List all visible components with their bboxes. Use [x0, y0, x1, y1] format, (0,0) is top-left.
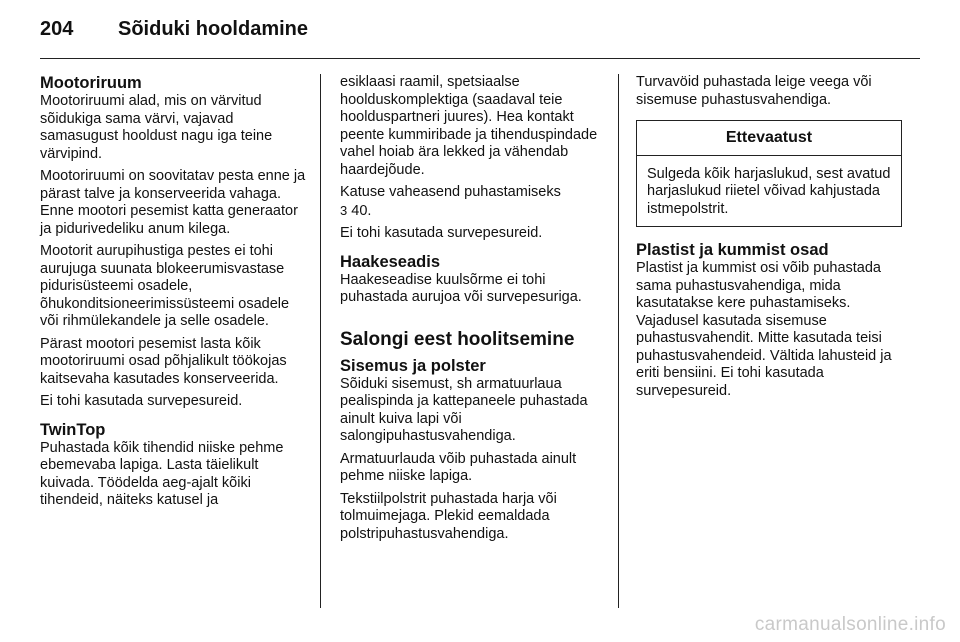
page-number: 204: [40, 18, 74, 40]
section-heading-plastic-rubber: Plastist ja kummist osad: [636, 241, 829, 259]
page-header: [40, 18, 308, 48]
paragraph-text: Katuse vaheasend puhastamiseks: [340, 184, 561, 200]
paragraph: Mootoriruumi alad, mis on värvitud sõidukiga sama värvi, vajavad samasugust hooldust nagu iga teine värvipind.: [40, 93, 273, 162]
section-heading-engine-bay: Mootoriruum: [40, 74, 142, 92]
section-heading-interior: Sisemus ja polster: [340, 356, 486, 375]
page-reference[interactable]: 40.: [351, 202, 372, 219]
paragraph: Ei tohi kasutada survepesureid.: [40, 393, 243, 409]
section-heading-towbar: Haakeseadis: [340, 252, 440, 271]
column-1: [40, 74, 308, 515]
page-reference-arrow-icon: 3: [340, 202, 348, 218]
paragraph: Puhastada kõik tihendid niiske pehme ebemevaba lapiga. Lasta täielikult kuivada. Töödelda aeg-ajalt kõiki tihendeid, näiteks katusel ja: [40, 439, 284, 508]
paragraph-with-reference: [340, 184, 608, 220]
chapter-heading-interior-care: Salongi eest hoolitsemine: [340, 328, 575, 350]
column-3: [636, 74, 902, 405]
paragraph: Mootoriruumi on soovitatav pesta enne ja pärast talve ja konserveerida vahaga. Enne mootori pesemist katta generaator ja pidurivedeliku anum kilega.: [40, 168, 306, 237]
paragraph: Sõiduki sisemust, sh armatuurlaua pealispinda ja kattepaneele puhastada ainult kuiva lapi või salongipuhastusvahendiga.: [340, 375, 588, 444]
column-2: [340, 74, 608, 548]
caution-title: Ettevaatust: [637, 121, 901, 156]
paragraph: Turvavöid puhastada leige veega või sisemuse puhastusvahendiga.: [636, 74, 872, 108]
section-heading-twintop: TwinTop: [40, 420, 106, 439]
column-divider: [618, 74, 619, 608]
column-divider: [320, 74, 321, 608]
paragraph: Tekstiilpolstrit puhastada harja või tolmuimejaga. Plekid eemaldada polstripuhastusvahendiga.: [340, 490, 557, 542]
header-divider: [40, 58, 920, 59]
paragraph: Ei tohi kasutada survepesureid.: [340, 225, 543, 241]
caution-text: Sulgeda kõik harjaslukud, sest avatud harjaslukud riietel võivad kahjustada istmepolstrit.: [647, 165, 891, 217]
watermark: carmanualsonline.info: [754, 614, 946, 635]
caution-box: [636, 120, 902, 227]
paragraph: Armatuurlauda võib puhastada ainult pehme niiske lapiga.: [340, 450, 577, 484]
paragraph: esiklaasi raamil, spetsiaalse hoolduskomplektiga (saadaval teie hoolduspartneri juures). Hea kontakt peente kummiribade ja tihenduspindade vahel hoiab ära lekked ja vähendab haardejõude.: [340, 74, 598, 178]
paragraph: Pärast mootori pesemist lasta kõik mootoriruumi osad põhjalikult töökojas kaitsevaha kasutades konserveerida.: [40, 335, 287, 387]
paragraph: Plastist ja kummist osi võib puhastada sama puhastusvahendiga, mida kasutatakse kere puhastamiseks. Vajadusel kasutada sisemuse puhastusvahendit. Mitte kasutada teisi puhastusvahendeid. Vältida lahusteid ja eriti bensiini. Ei tohi kasutada survepesureid.: [636, 260, 892, 399]
paragraph: Mootorit aurupihustiga pestes ei tohi aurujuga suunata blokeerumisvastase pidurisüsteemi osadele, õhukonditsioneerimissüsteemi osadele või rihmülekandele ja selle osadele.: [40, 243, 290, 329]
paragraph: Haakeseadise kuulsõrme ei tohi puhastada aurujoa või survepesuriga.: [340, 271, 582, 305]
page-title: Sõiduki hooldamine: [118, 18, 309, 40]
